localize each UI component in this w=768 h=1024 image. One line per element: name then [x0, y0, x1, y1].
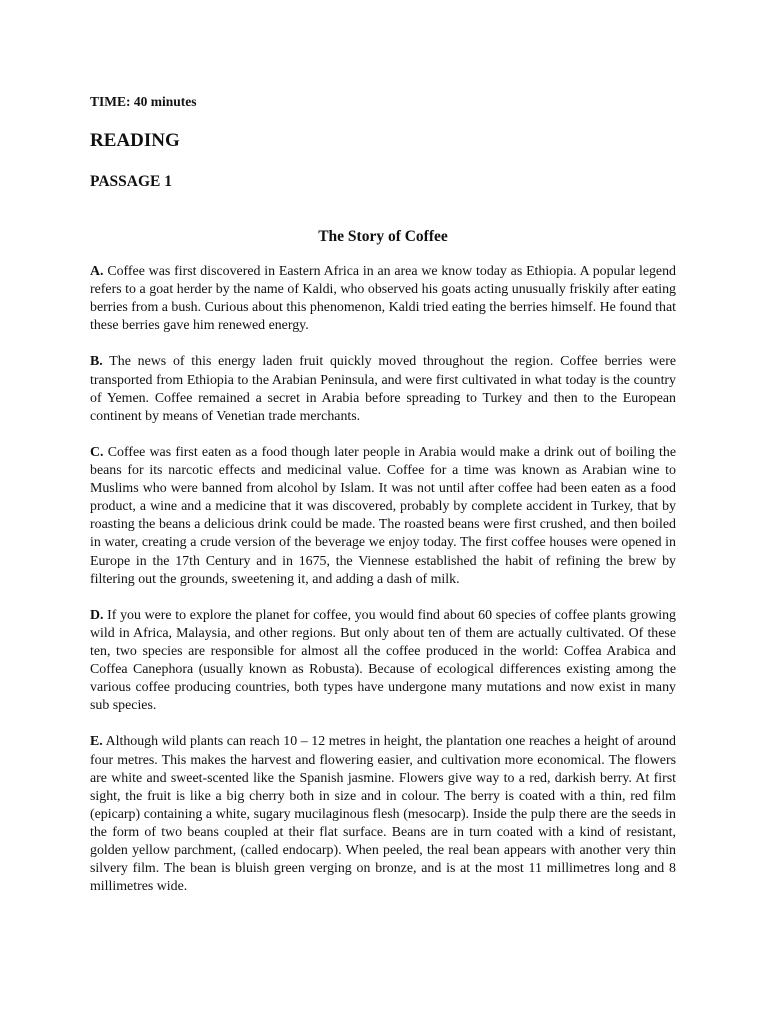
paragraph-text: Coffee was first discovered in Eastern Africa in an area we know today as Ethiopia. A popular legend refers to a goat herder by the name of Kaldi, who observed his goats acting unusually friskily after eating berries from a bush. Curious about this phenomenon, Kaldi tried eating the berries himself. He found that these berries gave him renewed energy. [90, 264, 676, 334]
paragraph-d [90, 607, 676, 716]
paragraph-e [90, 733, 676, 896]
article-title: The Story of Coffee [318, 228, 448, 245]
paragraph-text: Coffee was first eaten as a food though later people in Arabia would make a drink out of boiling the beans for its narcotic effects and medicinal value. Coffee for a time was known as Arabian wine to Muslims who were banned from alcohol by Islam. It was not until after coffee had been eaten as a food product, a wine and a medicine that it was discovered, probably by complete accident in Turkey, that by roasting the beans a delicious drink could be made. The roasted beans were first crushed, and then boiled in water, creating a crude version of the beverage we enjoy today. The first coffee houses were opened in Europe in the 17th Century and in 1675, the Viennese established the habit of refining the brew by filtering out the grounds, sweetening it, and adding a dash of milk. [90, 444, 676, 587]
paragraph-a [90, 263, 676, 335]
passage-heading: PASSAGE 1 [90, 173, 172, 190]
article-body [90, 263, 676, 914]
paragraph-b [90, 353, 676, 425]
paragraph-letter: E. [90, 734, 103, 750]
paragraph-letter: C. [90, 444, 104, 460]
paragraph-text: The news of this energy laden fruit quickly moved throughout the region. Coffee berries were transported from Ethiopia to the Arabian Peninsula, and were first cultivated in what today is the country of Yemen. Coffee remained a secret in Arabia before spreading to Turkey and then to the European continent by means of Venetian trade merchants. [90, 354, 676, 424]
paragraph-text: If you were to explore the planet for coffee, you would find about 60 species of coffee plants growing wild in Africa, Malaysia, and other regions. But only about ten of them are actually cultivated. Of these ten, two species are responsible for almost all the coffee produced in the world: Coffea Arabica and Coffea Canephora (usually known as Robusta). Because of ecological differences existing among the various coffee producing countries, both types have undergone many mutations and now exist in many sub species. [90, 607, 676, 714]
paragraph-letter: D. [90, 607, 104, 623]
paragraph-text: Although wild plants can reach 10 – 12 metres in height, the plantation one reaches a height of around four metres. This makes the harvest and flowering easier, and cultivation more economical. The flowers are white and sweet-scented like the Spanish jasmine. Flowers give way to a red, darkish berry. At first sight, the fruit is like a big cherry both in size and in colour. The berry is coated with a thin, red film (epicarp) containing a white, sugary mucilaginous flesh (mesocarp). Inside the pulp there are the seeds in the form of two beans coupled at their flat surface. Beans are in turn coated with a kind of resistant, golden yellow parchment, (called endocarp). When peeled, the real bean appears with another very thin silvery film. The bean is bluish green verging on bronze, and is at the most 11 millimetres long and 8 millimetres wide. [90, 734, 676, 895]
time-limit: TIME: 40 minutes [90, 94, 197, 109]
paragraph-letter: A. [90, 264, 104, 279]
paragraph-letter: B. [90, 354, 103, 370]
paragraph-c [90, 444, 676, 589]
section-heading: READING [90, 130, 180, 151]
